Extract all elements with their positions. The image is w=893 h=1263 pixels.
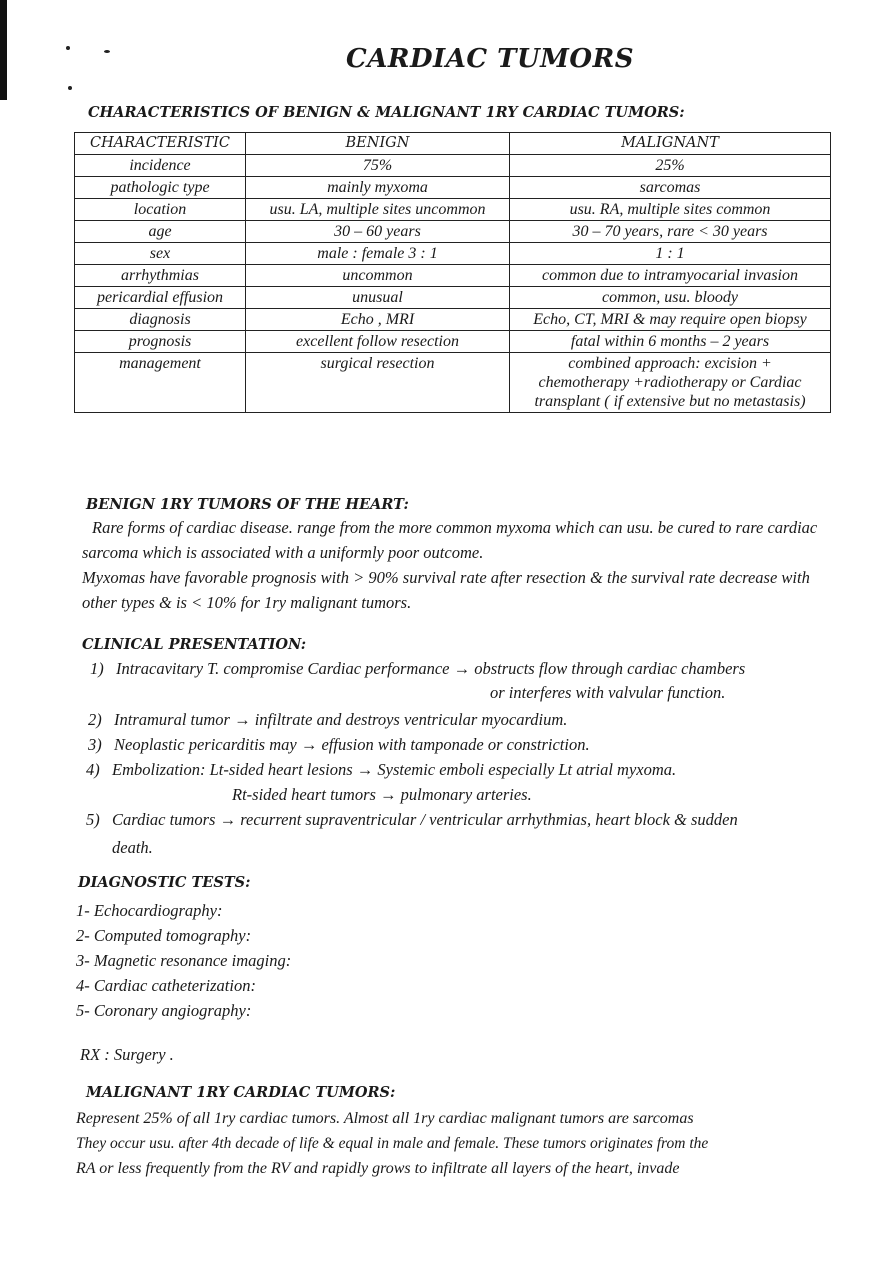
table-cell: 1 : 1 [510, 243, 831, 265]
table-cell: excellent follow resection [246, 331, 510, 353]
column-header: MALIGNANT [510, 133, 831, 155]
table-cell: location [75, 199, 246, 221]
characteristics-table [74, 132, 831, 413]
table-cell: 30 – 60 years [246, 221, 510, 243]
table-row [75, 221, 831, 243]
list-item: Cardiac tumors → recurrent supraventricular / ventricular arrhythmias, heart block & sudden [112, 810, 738, 829]
table-cell: pathologic type [75, 177, 246, 199]
table-cell: usu. LA, multiple sites uncommon [246, 199, 510, 221]
table-row [75, 331, 831, 353]
clinical-heading: CLINICAL PRESENTATION: [82, 636, 307, 653]
table-cell: sarcomas [510, 177, 831, 199]
table-row [75, 309, 831, 331]
table-cell: 30 – 70 years, rare < 30 years [510, 221, 831, 243]
benign-heading: BENIGN 1RY TUMORS OF THE HEART: [86, 496, 409, 513]
table-cell: combined approach: excision + chemotherapy +radiotherapy or Cardiac transplant ( if extensive but no metastasis) [510, 353, 831, 413]
list-item-continuation: Rt-sided heart tumors → pulmonary arteries. [232, 785, 532, 804]
table-row [75, 287, 831, 309]
table-cell: pericardial effusion [75, 287, 246, 309]
table-row [75, 265, 831, 287]
table-row [75, 353, 831, 413]
table-caption: CHARACTERISTICS OF BENIGN & MALIGNANT 1RY CARDIAC TUMORS: [88, 104, 685, 121]
table-cell: Echo, CT, MRI & may require open biopsy [510, 309, 831, 331]
table-cell: age [75, 221, 246, 243]
table-row [75, 199, 831, 221]
table-cell: management [75, 353, 246, 413]
list-number: 1) [90, 659, 104, 678]
list-number: 3) [88, 735, 102, 754]
table-row [75, 155, 831, 177]
diagnostic-heading: DIAGNOSTIC TESTS: [78, 874, 251, 891]
list-item-continuation: death. [112, 838, 153, 857]
table-row [75, 243, 831, 265]
table-cell: mainly myxoma [246, 177, 510, 199]
list-number: 2) [88, 710, 102, 729]
column-header: CHARACTERISTIC [75, 133, 246, 155]
list-number: 5) [86, 810, 100, 829]
scan-speck [68, 86, 72, 90]
table-cell: arrhythmias [75, 265, 246, 287]
rx-line: RX : Surgery . [80, 1045, 174, 1064]
list-item: Intracavitary T. compromise Cardiac performance → obstructs flow through cardiac chambers [116, 659, 746, 678]
table-cell: 75% [246, 155, 510, 177]
malignant-line: Represent 25% of all 1ry cardiac tumors. Almost all 1ry cardiac malignant tumors are sarcomas [76, 1110, 694, 1127]
page-title: CARDIAC TUMORS [346, 44, 634, 74]
list-item: Neoplastic pericarditis may → effusion with tamponade or constriction. [114, 735, 590, 754]
list-item: 5- Coronary angiography: [76, 1001, 252, 1020]
malignant-heading: MALIGNANT 1RY CARDIAC TUMORS: [86, 1084, 396, 1101]
list-item: 3- Magnetic resonance imaging: [76, 951, 292, 970]
benign-paragraph: Rare forms of cardiac disease. range from the more common myxoma which can usu. be cured to rare cardiac sarcoma which is associated with a uniformly poor outcome. [82, 518, 818, 562]
malignant-line: RA or less frequently from the RV and rapidly grows to infiltrate all layers of the heart, invade [76, 1160, 680, 1177]
table-cell: prognosis [75, 331, 246, 353]
list-item-continuation: or interferes with valvular function. [490, 683, 726, 702]
table-cell: diagnosis [75, 309, 246, 331]
table-header-row [75, 133, 831, 155]
malignant-line: They occur usu. after 4th decade of life & equal in male and female. These tumors originates from the [76, 1135, 709, 1152]
table-cell: Echo , MRI [246, 309, 510, 331]
table-cell: surgical resection [246, 353, 510, 413]
table-cell: unusual [246, 287, 510, 309]
list-item: 4- Cardiac catheterization: [76, 976, 256, 995]
table-cell: uncommon [246, 265, 510, 287]
list-item: 2- Computed tomography: [76, 926, 252, 945]
table-cell: common due to intramyocarial invasion [510, 265, 831, 287]
table-cell: fatal within 6 months – 2 years [510, 331, 831, 353]
table-cell: common, usu. bloody [510, 287, 831, 309]
table-cell: usu. RA, multiple sites common [510, 199, 831, 221]
table-row [75, 177, 831, 199]
list-item: 1- Echocardiography: [76, 901, 223, 920]
list-item: Embolization: Lt-sided heart lesions → Systemic emboli especially Lt atrial myxoma. [112, 760, 677, 779]
list-number: 4) [86, 760, 100, 779]
table-cell: 25% [510, 155, 831, 177]
benign-paragraph: Myxomas have favorable prognosis with > 90% survival rate after resection & the survival rate decrease with other types & is < 10% for 1ry malignant tumors. [82, 568, 810, 612]
table-cell: male : female 3 : 1 [246, 243, 510, 265]
list-item: Intramural tumor → infiltrate and destroys ventricular myocardium. [114, 710, 568, 729]
column-header: BENIGN [246, 133, 510, 155]
table-cell: sex [75, 243, 246, 265]
table-cell: incidence [75, 155, 246, 177]
